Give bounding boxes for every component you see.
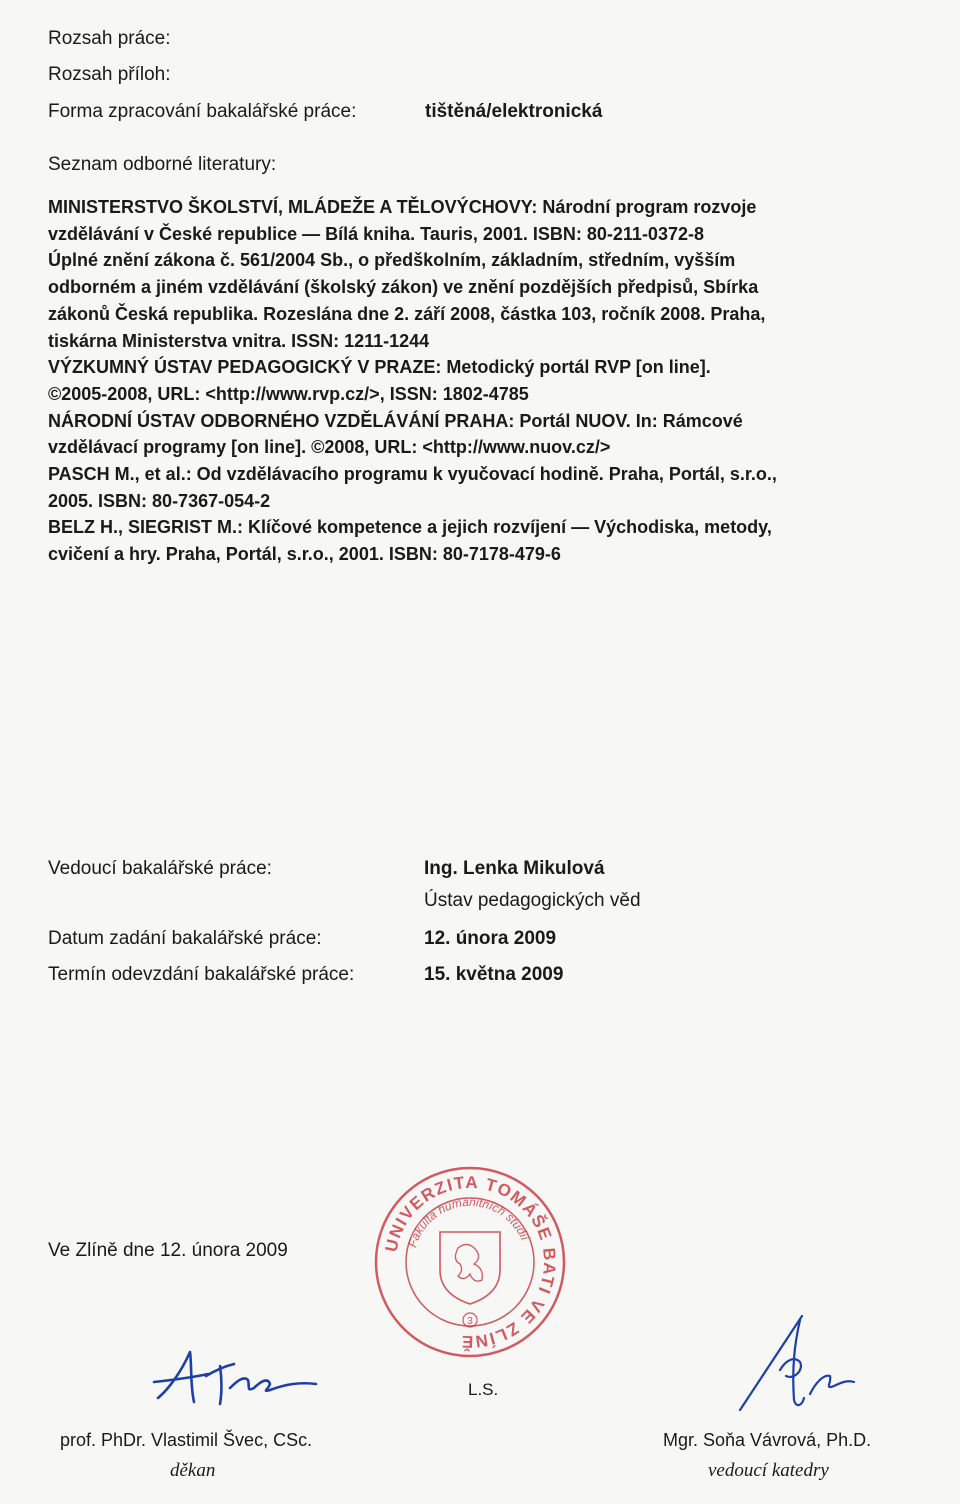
literature-line: cvičení a hry. Praha, Portál, s.r.o., 2001. ISBN: 80-7178-479-6 <box>48 544 561 565</box>
stamp-outer-text: UNIVERZITA TOMÁŠE BATI VE ZLÍNĚ <box>381 1172 560 1352</box>
vedouci-label: Vedoucí bakalářské práce: <box>48 858 272 879</box>
odevzdani-value: 15. května 2009 <box>424 964 564 985</box>
literature-line: PASCH M., et al.: Od vzdělávacího programu k vyučovací hodině. Praha, Portál, s.r.o., <box>48 464 777 485</box>
university-stamp <box>370 1162 570 1362</box>
literature-line: MINISTERSTVO ŠKOLSTVÍ, MLÁDEŽE A TĚLOVÝCHOVY: Národní program rozvoje <box>48 197 757 217</box>
head-role: vedoucí katedry <box>708 1460 829 1481</box>
stamp-inner-text: Fakulta humanitních studií <box>405 1194 533 1250</box>
literature-line: VÝZKUMNÝ ÚSTAV PEDAGOGICKÝ V PRAZE: Metodický portál RVP [on line]. <box>48 357 711 378</box>
rozsah-priloh-row <box>48 64 171 86</box>
zadani-label: Datum zadání bakalářské práce: <box>48 928 322 949</box>
literature-line: BELZ H., SIEGRIST M.: Klíčové kompetence a jejich rozvíjení — Východiska, metody, <box>48 517 772 538</box>
locus-sigilli: L.S. <box>468 1380 499 1399</box>
dean-name: prof. PhDr. Vlastimil Švec, CSc. <box>60 1430 313 1450</box>
literature-line: NÁRODNÍ ÚSTAV ODBORNÉHO VZDĚLÁVÁNÍ PRAHA: Portál NUOV. In: Rámcové <box>48 410 743 431</box>
rozsah-priloh-label: Rozsah příloh: <box>48 64 171 85</box>
coat-of-arms-icon <box>440 1232 500 1327</box>
literature-line: vzdělávání v České republice — Bílá kniha. Tauris, 2001. ISBN: 80-211-0372-8 <box>48 223 704 244</box>
odevzdani-label: Termín odevzdání bakalářské práce: <box>48 964 355 985</box>
literature-line: Úplné znění zákona č. 561/2004 Sb., o předškolním, základním, středním, vyšším <box>48 250 736 271</box>
vedouci-name: Ing. Lenka Mikulová <box>424 858 605 879</box>
literature-line: zákonů Česká republika. Rozeslána dne 2. září 2008, částka 103, ročník 2008. Praha, <box>48 303 766 324</box>
zadani-value: 12. února 2009 <box>424 928 557 949</box>
rozsah-prace-row <box>48 28 171 50</box>
literature-list <box>48 194 878 568</box>
literature-line: odborném a jiném vzdělávání (školský zákon) ve znění pozdějších předpisů, Sbírka <box>48 277 759 298</box>
literature-line: ©2005-2008, URL: <http://www.rvp.cz/>, ISSN: 1802-4785 <box>48 383 529 404</box>
rozsah-prace-label: Rozsah práce: <box>48 28 171 49</box>
head-signature <box>720 1310 870 1420</box>
forma-row <box>48 101 603 123</box>
stamp-number: 3 <box>467 1316 473 1327</box>
place-date: Ve Zlíně dne 12. února 2009 <box>48 1240 288 1261</box>
dean-role: děkan <box>170 1460 216 1481</box>
dean-signature <box>150 1340 330 1420</box>
literature-line: tiskárna Ministerstva vnitra. ISSN: 1211-1244 <box>48 330 430 351</box>
vedouci-unit: Ústav pedagogických věd <box>424 890 641 911</box>
literature-line: 2005. ISBN: 80-7367-054-2 <box>48 490 271 511</box>
forma-value: tištěná/elektronická <box>425 101 603 122</box>
forma-label: Forma zpracování bakalářské práce: <box>48 101 357 122</box>
literature-heading: Seznam odborné literatury: <box>48 154 277 175</box>
head-name: Mgr. Soňa Vávrová, Ph.D. <box>663 1430 872 1450</box>
literature-line: vzdělávací programy [on line]. ©2008, URL: <http://www.nuov.cz/> <box>48 437 611 458</box>
